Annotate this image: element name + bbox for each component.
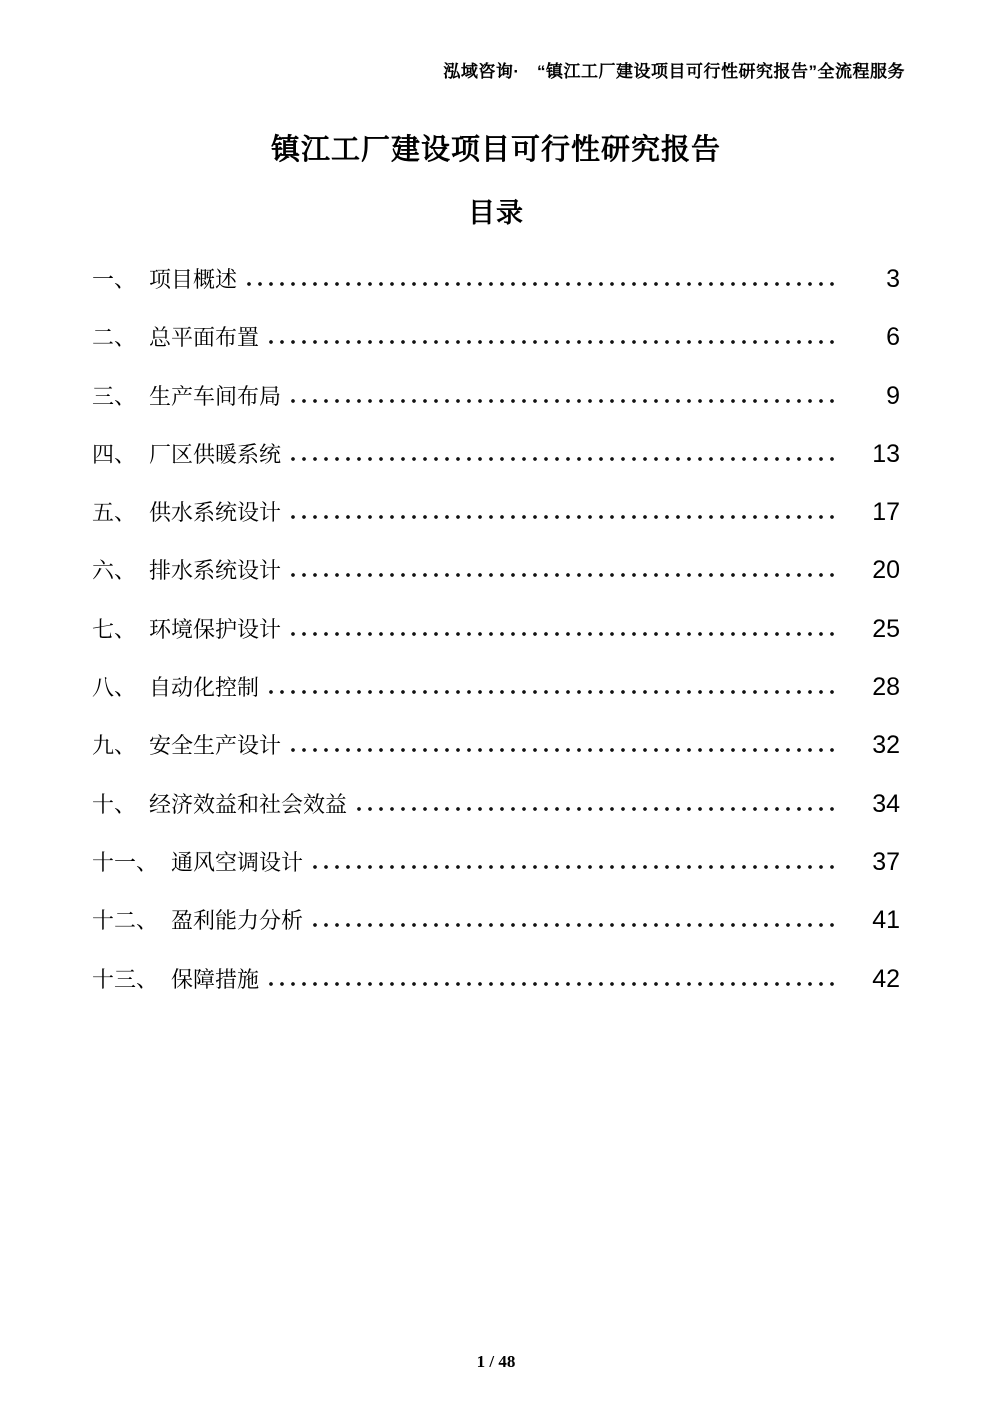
toc-leader-dots <box>247 281 838 287</box>
toc-entry-number: 四、 <box>92 441 137 467</box>
toc-leader-dots <box>313 922 838 928</box>
toc-entry[interactable] <box>92 833 900 891</box>
toc-entry-page: 6 <box>886 323 900 352</box>
toc-entry-title: 厂区供暖系统 <box>149 441 282 467</box>
toc-entry-title: 保障措施 <box>171 966 260 992</box>
toc-leader-dots <box>291 631 838 637</box>
toc-entry[interactable] <box>92 541 900 599</box>
toc-leader-dots <box>269 689 838 695</box>
toc-entry-number: 五、 <box>92 500 137 526</box>
toc-entry-title: 安全生产设计 <box>149 733 282 759</box>
toc-entry-title: 生产车间布局 <box>149 383 282 409</box>
document-title: 镇江工厂建设项目可行性研究报告 <box>270 134 721 166</box>
page-number-indicator: 1 / 48 <box>476 1352 516 1371</box>
table-of-contents <box>92 250 900 1008</box>
toc-entry-number: 二、 <box>92 325 137 351</box>
toc-entry-number: 十三、 <box>92 966 159 992</box>
toc-entry-page: 42 <box>872 964 900 993</box>
toc-entry-page: 13 <box>872 439 900 468</box>
toc-entry-title: 盈利能力分析 <box>171 908 304 934</box>
toc-entry-title: 自动化控制 <box>149 675 260 701</box>
toc-entry-title: 项目概述 <box>149 267 238 292</box>
toc-leader-dots <box>313 864 838 870</box>
toc-entry-number: 十、 <box>92 791 137 817</box>
toc-entry-page: 17 <box>872 498 900 527</box>
toc-leader-dots <box>291 398 838 404</box>
toc-entry-page: 3 <box>886 265 900 293</box>
toc-entry-page: 25 <box>872 614 900 643</box>
toc-entry-number: 十一、 <box>92 849 159 875</box>
toc-entry-page: 41 <box>872 906 900 935</box>
toc-entry-title: 经济效益和社会效益 <box>149 791 348 817</box>
toc-leader-dots <box>357 806 838 812</box>
toc-entry-number: 八、 <box>92 675 137 701</box>
toc-entry-number: 一、 <box>92 267 137 292</box>
toc-entry-number: 十二、 <box>92 908 159 934</box>
toc-leader-dots <box>269 981 838 987</box>
toc-entry[interactable] <box>92 775 900 833</box>
toc-leader-dots <box>291 747 838 753</box>
toc-entry-page: 28 <box>872 673 900 702</box>
toc-entry[interactable] <box>92 891 900 949</box>
toc-entry-title: 通风空调设计 <box>171 849 304 875</box>
toc-entry-page: 32 <box>872 731 900 760</box>
toc-entry[interactable] <box>92 250 900 308</box>
toc-entry-page: 34 <box>872 789 900 818</box>
toc-entry[interactable] <box>92 658 900 716</box>
toc-entry[interactable] <box>92 308 900 366</box>
toc-entry[interactable] <box>92 600 900 658</box>
toc-entry-page: 20 <box>872 556 900 585</box>
toc-entry-number: 六、 <box>92 558 137 584</box>
toc-entry-title: 排水系统设计 <box>149 558 282 584</box>
page-header-text: 泓域咨询· “镇江工厂建设项目可行性研究报告”全流程服务 <box>443 62 905 81</box>
toc-entry[interactable] <box>92 367 900 425</box>
toc-leader-dots <box>269 339 838 345</box>
toc-heading: 目录 <box>468 198 524 228</box>
toc-entry-title: 总平面布置 <box>149 325 260 351</box>
toc-entry-title: 供水系统设计 <box>149 500 282 526</box>
toc-entry[interactable] <box>92 483 900 541</box>
toc-entry-page: 37 <box>872 847 900 876</box>
toc-entry-number: 七、 <box>92 616 137 642</box>
toc-entry[interactable] <box>92 425 900 483</box>
toc-entry[interactable] <box>92 950 900 1008</box>
toc-entry-number: 三、 <box>92 383 137 409</box>
toc-entry-title: 环境保护设计 <box>149 616 282 642</box>
toc-entry-page: 9 <box>886 381 900 410</box>
toc-leader-dots <box>291 456 838 462</box>
toc-leader-dots <box>291 514 838 520</box>
toc-entry[interactable] <box>92 716 900 774</box>
toc-entry-number: 九、 <box>92 733 137 759</box>
toc-leader-dots <box>291 572 838 578</box>
